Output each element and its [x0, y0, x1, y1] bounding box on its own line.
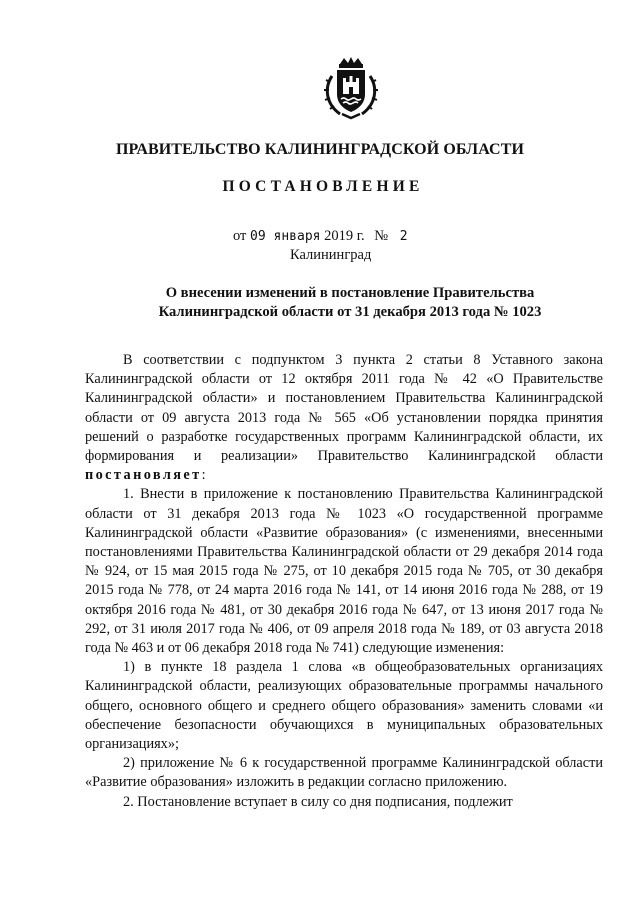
preamble-text: В соответствии с подпунктом 3 пункта 2 статьи 8 Уставного закона Калининградской области от 12 октября 2011 года № 42 «О Правительстве Калининградской области» и постановлением Правительства Калининградской области от 09 августа 2013 года № 565 «Об установлении порядка принятия решений о разработке государственных программ Калининградской области, их формирования и реализации» Правительство Калининградской области — [85, 352, 603, 465]
preamble-end: : — [201, 467, 206, 484]
date-value: 09 января — [250, 229, 321, 244]
paragraph-item-2: 2. Постановление вступает в силу со дня подписания, подлежит — [123, 793, 513, 810]
paragraph-preamble — [85, 351, 603, 485]
organization-name: ПРАВИТЕЛЬСТВО КАЛИНИНГРАДСКОЙ ОБЛАСТИ — [115, 141, 525, 158]
document-title — [90, 284, 610, 322]
paragraph-item-1: 1. Внести в приложение к постановлению Правительства Калининградской области от 31 декабря 2013 года № 1023 «О государственной программе Калининградской области «Развитие образования» (с изменениями, внесенными постановлениями Правительства Калининградской области от 29 декабря 2014 года № 924, от 15 мая 2015 года № 275, от 10 декабря 2015 года № 705, от 30 декабря 2015 года № 778, от 24 марта 2016 года № 141, от 14 июня 2016 года № 288, от 19 октября 2016 года № 481, от 30 декабря 2016 года № 647, от 13 июня 2017 года № 292, от 31 июля 2017 года № 406, от 09 апреля 2018 года № 189, от 03 августа 2018 года № 463 и от 06 декабря 2018 года № 741) следующие изменения: — [85, 486, 603, 657]
title-line-1: О внесении изменений в постановление Правительства — [165, 285, 535, 301]
title-line-2: Калининградской области от 31 декабря 2013 года № 1023 — [158, 304, 542, 320]
paragraph-subitem-1: 1) в пункте 18 раздела 1 слова «в общеобразовательных организациях Калининградской области, реализующих образовательные программы начального общего, основного общего и среднего общего образования» заменить словами «и обеспечение безопасности обучающихся в муниципальных образовательных организациях»; — [85, 659, 603, 753]
date-line — [233, 228, 408, 245]
date-prefix: от — [233, 228, 247, 244]
resolves-word: постановляет — [85, 467, 202, 484]
coat-of-arms-icon — [318, 54, 384, 120]
number-value: 2 — [399, 229, 408, 244]
date-year: 2019 г. — [324, 228, 365, 244]
paragraph-subitem-2: 2) приложение № 6 к государственной программе Калининградской области «Развитие образования» изложить в редакции согласно приложению. — [85, 755, 603, 791]
city-name: Калининград — [290, 247, 372, 263]
number-sign: № — [374, 228, 389, 244]
document-body — [85, 351, 603, 812]
document-type: ПОСТАНОВЛЕНИЕ — [222, 178, 424, 195]
